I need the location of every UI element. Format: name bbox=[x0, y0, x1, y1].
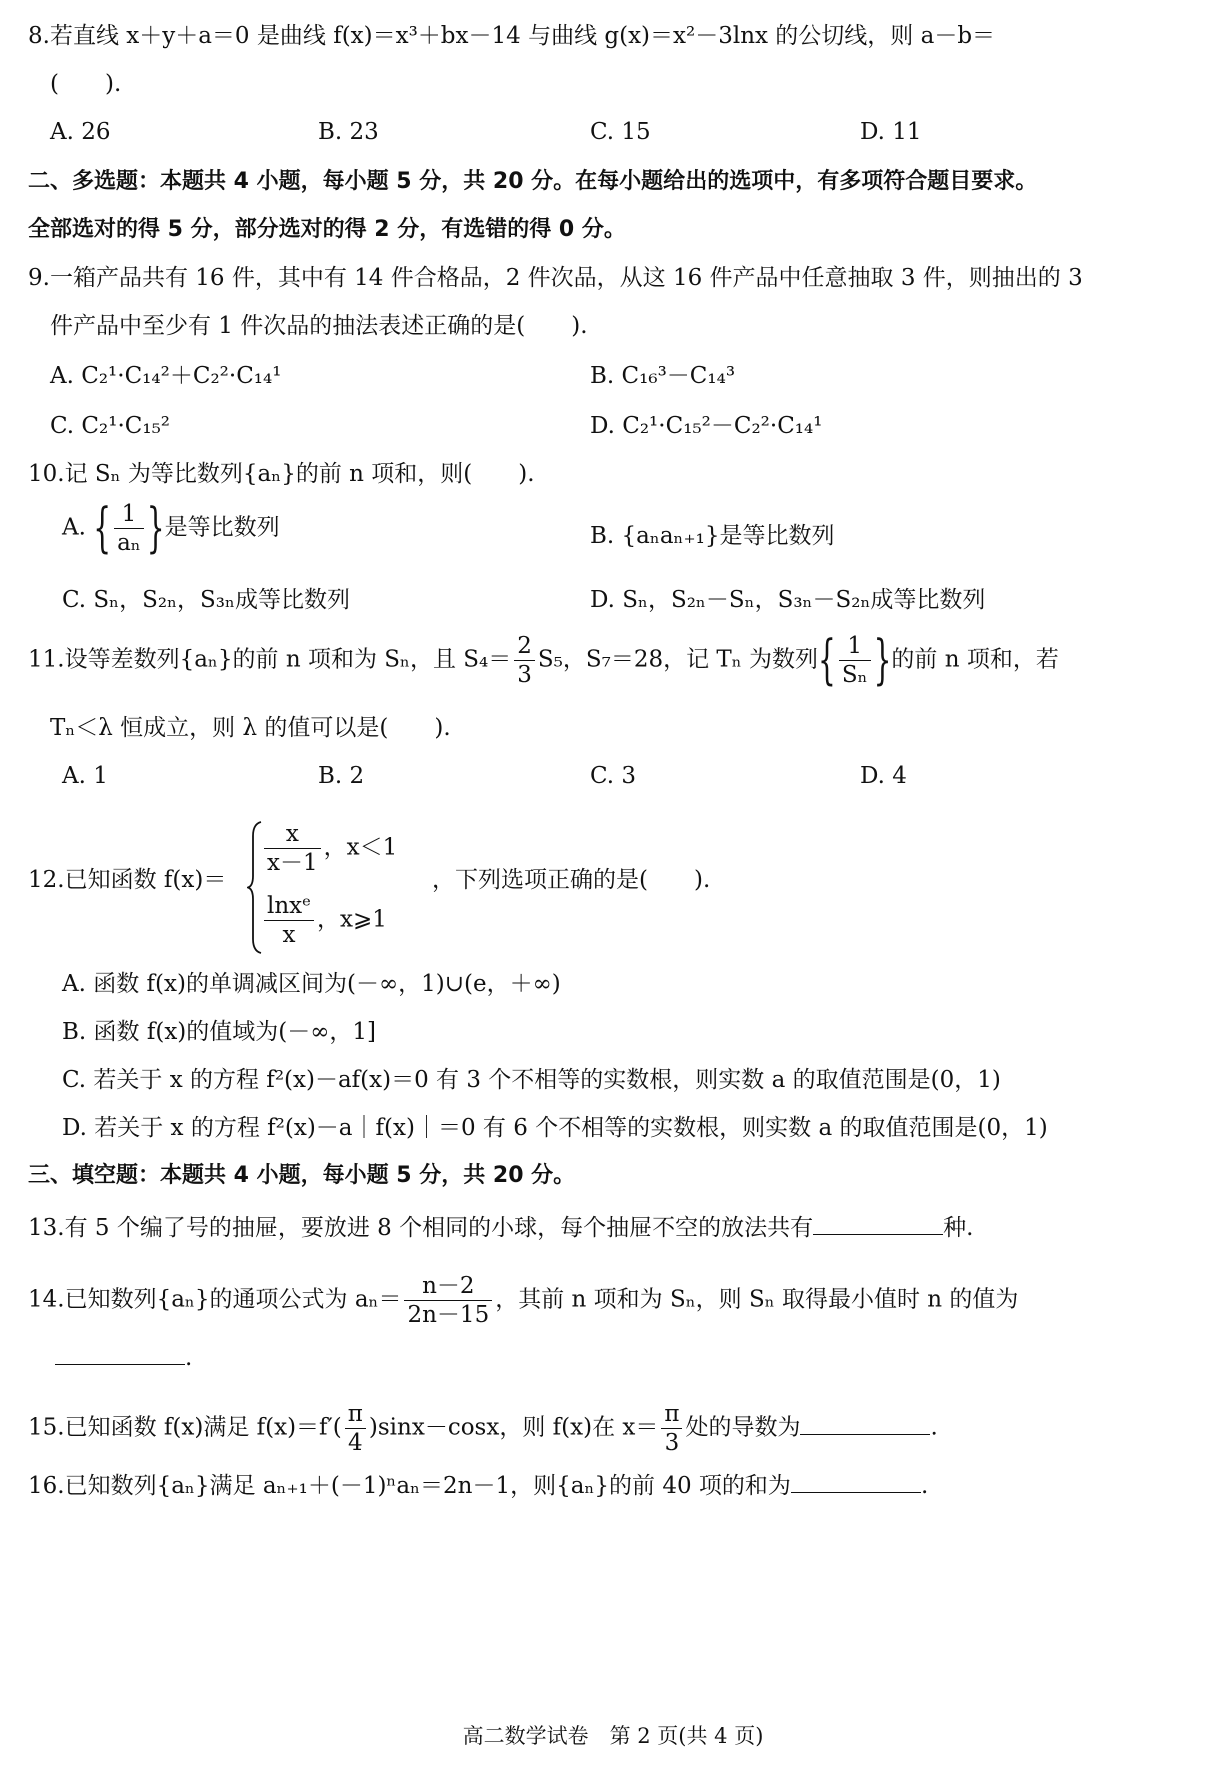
q8-stem-line2: ( ). bbox=[50, 71, 122, 97]
q15-answer-blank[interactable] bbox=[800, 1410, 930, 1435]
q16-stem: 16.已知数列{aₙ}满足 aₙ₊₁＋(－1)ⁿaₙ＝2n－1，则{aₙ}的前 40 项的和为 . bbox=[28, 1468, 928, 1502]
q9-option-d: D. C₂¹·C₁₅²－C₂²·C₁₄¹ bbox=[590, 413, 823, 439]
q9-option-a: A. C₂¹·C₁₄²＋C₂²·C₁₄¹ bbox=[50, 363, 282, 389]
q8-option-d: D. 11 bbox=[860, 119, 922, 145]
q11-option-d: D. 4 bbox=[860, 763, 907, 789]
q11-option-c: C. 3 bbox=[590, 763, 637, 789]
q10-option-a-fraction: $\frac{1}{\text{aₙ}}$ bbox=[114, 500, 144, 557]
q12-option-d: D. 若关于 x 的方程 f²(x)－a｜f(x)｜＝0 有 6 个不相等的实数根，则实数 a 的取值范围是(0，1) bbox=[62, 1115, 1048, 1141]
q12-case-2: $\frac{\text{lnxᵉ}}{x}$ ，x⩾1 bbox=[261, 892, 387, 949]
q12-case-1: $\frac{x}{x-1}$ ，x＜1 bbox=[261, 820, 397, 877]
q14-answer-line: . bbox=[55, 1340, 192, 1374]
q12-option-a: A. 函数 f(x)的单调减区间为(－∞，1)∪(e，＋∞) bbox=[62, 971, 561, 997]
q10-option-a-label: A. bbox=[62, 514, 86, 541]
q8-stem-line1: 8.若直线 x＋y＋a＝0 是曲线 f(x)＝x³＋bx－14 与曲线 g(x)＝x²－3lnx 的公切线，则 a－b＝ bbox=[28, 23, 996, 49]
q12-option-b: B. 函数 f(x)的值域为(－∞，1] bbox=[62, 1019, 377, 1045]
q14-answer-blank[interactable] bbox=[55, 1340, 185, 1365]
section2-header-line2: 全部选对的得 5 分，部分选对的得 2 分，有选错的得 0 分。 bbox=[28, 217, 626, 242]
q10-option-d: D. Sₙ，S₂ₙ－Sₙ，S₃ₙ－S₂ₙ成等比数列 bbox=[590, 587, 986, 613]
q8-option-a: A. 26 bbox=[50, 119, 111, 145]
page-footer: 高二数学试卷 第 2 页(共 4 页) bbox=[462, 1724, 764, 1748]
q11-fraction: $\frac{2}{3}$ bbox=[514, 632, 535, 689]
q12-stem-a: 12.已知函数 f(x)＝ bbox=[28, 867, 227, 893]
q9-option-c: C. C₂¹·C₁₅² bbox=[50, 413, 171, 439]
q15-fraction-pi-over-4: $\frac{\pi}{4}$ bbox=[345, 1400, 366, 1457]
q16-answer-blank[interactable] bbox=[791, 1468, 921, 1493]
q13-stem: 13.有 5 个编了号的抽屉，要放进 8 个相同的小球，每个抽屉不空的放法共有 种. bbox=[28, 1210, 973, 1244]
q11-stem-line2: Tₙ＜λ 恒成立，则 λ 的值可以是( ). bbox=[50, 715, 451, 741]
q11-stem-line1: 11.设等差数列{aₙ}的前 n 项和为 Sₙ，且 S₄＝ $\frac{2}{3}$ S₅，S₇＝28，记 Tₙ 为数列{ $\frac{1}{\text{Sₙ}}$ }的前 n 项和，若 bbox=[28, 628, 1059, 691]
q11-option-a: A. 1 bbox=[62, 763, 108, 789]
q14-fraction: $\frac{n-2}{2n-15}$ bbox=[404, 1272, 492, 1329]
q9-option-b: B. C₁₆³－C₁₄³ bbox=[590, 363, 736, 389]
q9-stem-line1: 9.一箱产品共有 16 件，其中有 14 件合格品，2 件次品，从这 16 件产品中任意抽取 3 件，则抽出的 3 bbox=[28, 265, 1083, 291]
q11-set-fraction: $\frac{1}{\text{Sₙ}}$ bbox=[839, 632, 871, 689]
q14-stem: 14.已知数列{aₙ}的通项公式为 aₙ＝ $\frac{n-2}{2n-15}$ ，其前 n 项和为 Sₙ，则 Sₙ 取得最小值时 n 的值为 bbox=[28, 1273, 1019, 1328]
q15-stem: 15.已知函数 f(x)满足 f(x)＝f′( $\frac{\pi}{4}$ )sinx－cosx，则 f(x)在 x＝ $\frac{\pi}{3}$ 处的导数为 . bbox=[28, 1401, 938, 1456]
q10-option-c: C. Sₙ，S₂ₙ，S₃ₙ成等比数列 bbox=[62, 587, 350, 613]
q12-stem-b: ，下列选项正确的是( ). bbox=[432, 867, 711, 893]
q11-option-b: B. 2 bbox=[318, 763, 365, 789]
q10-option-a-text: 是等比数列 bbox=[164, 514, 280, 541]
section3-header: 三、填空题：本题共 4 小题，每小题 5 分，共 20 分。 bbox=[28, 1163, 576, 1188]
q9-stem-line2: 件产品中至少有 1 件次品的抽法表述正确的是( ). bbox=[50, 313, 588, 339]
section2-header-line1: 二、多选题：本题共 4 小题，每小题 5 分，共 20 分。在每小题给出的选项中，有多项符合题目要求。 bbox=[28, 169, 1038, 194]
q10-option-a: A. { $\frac{1}{\text{aₙ}}$ }是等比数列 bbox=[62, 496, 280, 559]
q8-option-c: C. 15 bbox=[590, 119, 651, 145]
q12-option-c: C. 若关于 x 的方程 f²(x)－af(x)＝0 有 3 个不相等的实数根，则实数 a 的取值范围是(0，1) bbox=[62, 1067, 1001, 1093]
q10-option-b: B. {aₙaₙ₊₁}是等比数列 bbox=[590, 523, 835, 549]
q15-fraction-pi-over-3: $\frac{\pi}{3}$ bbox=[661, 1400, 682, 1457]
q10-stem: 10.记 Sₙ 为等比数列{aₙ}的前 n 项和，则( ). bbox=[28, 461, 535, 487]
q8-option-b: B. 23 bbox=[318, 119, 379, 145]
q13-answer-blank[interactable] bbox=[813, 1210, 943, 1235]
